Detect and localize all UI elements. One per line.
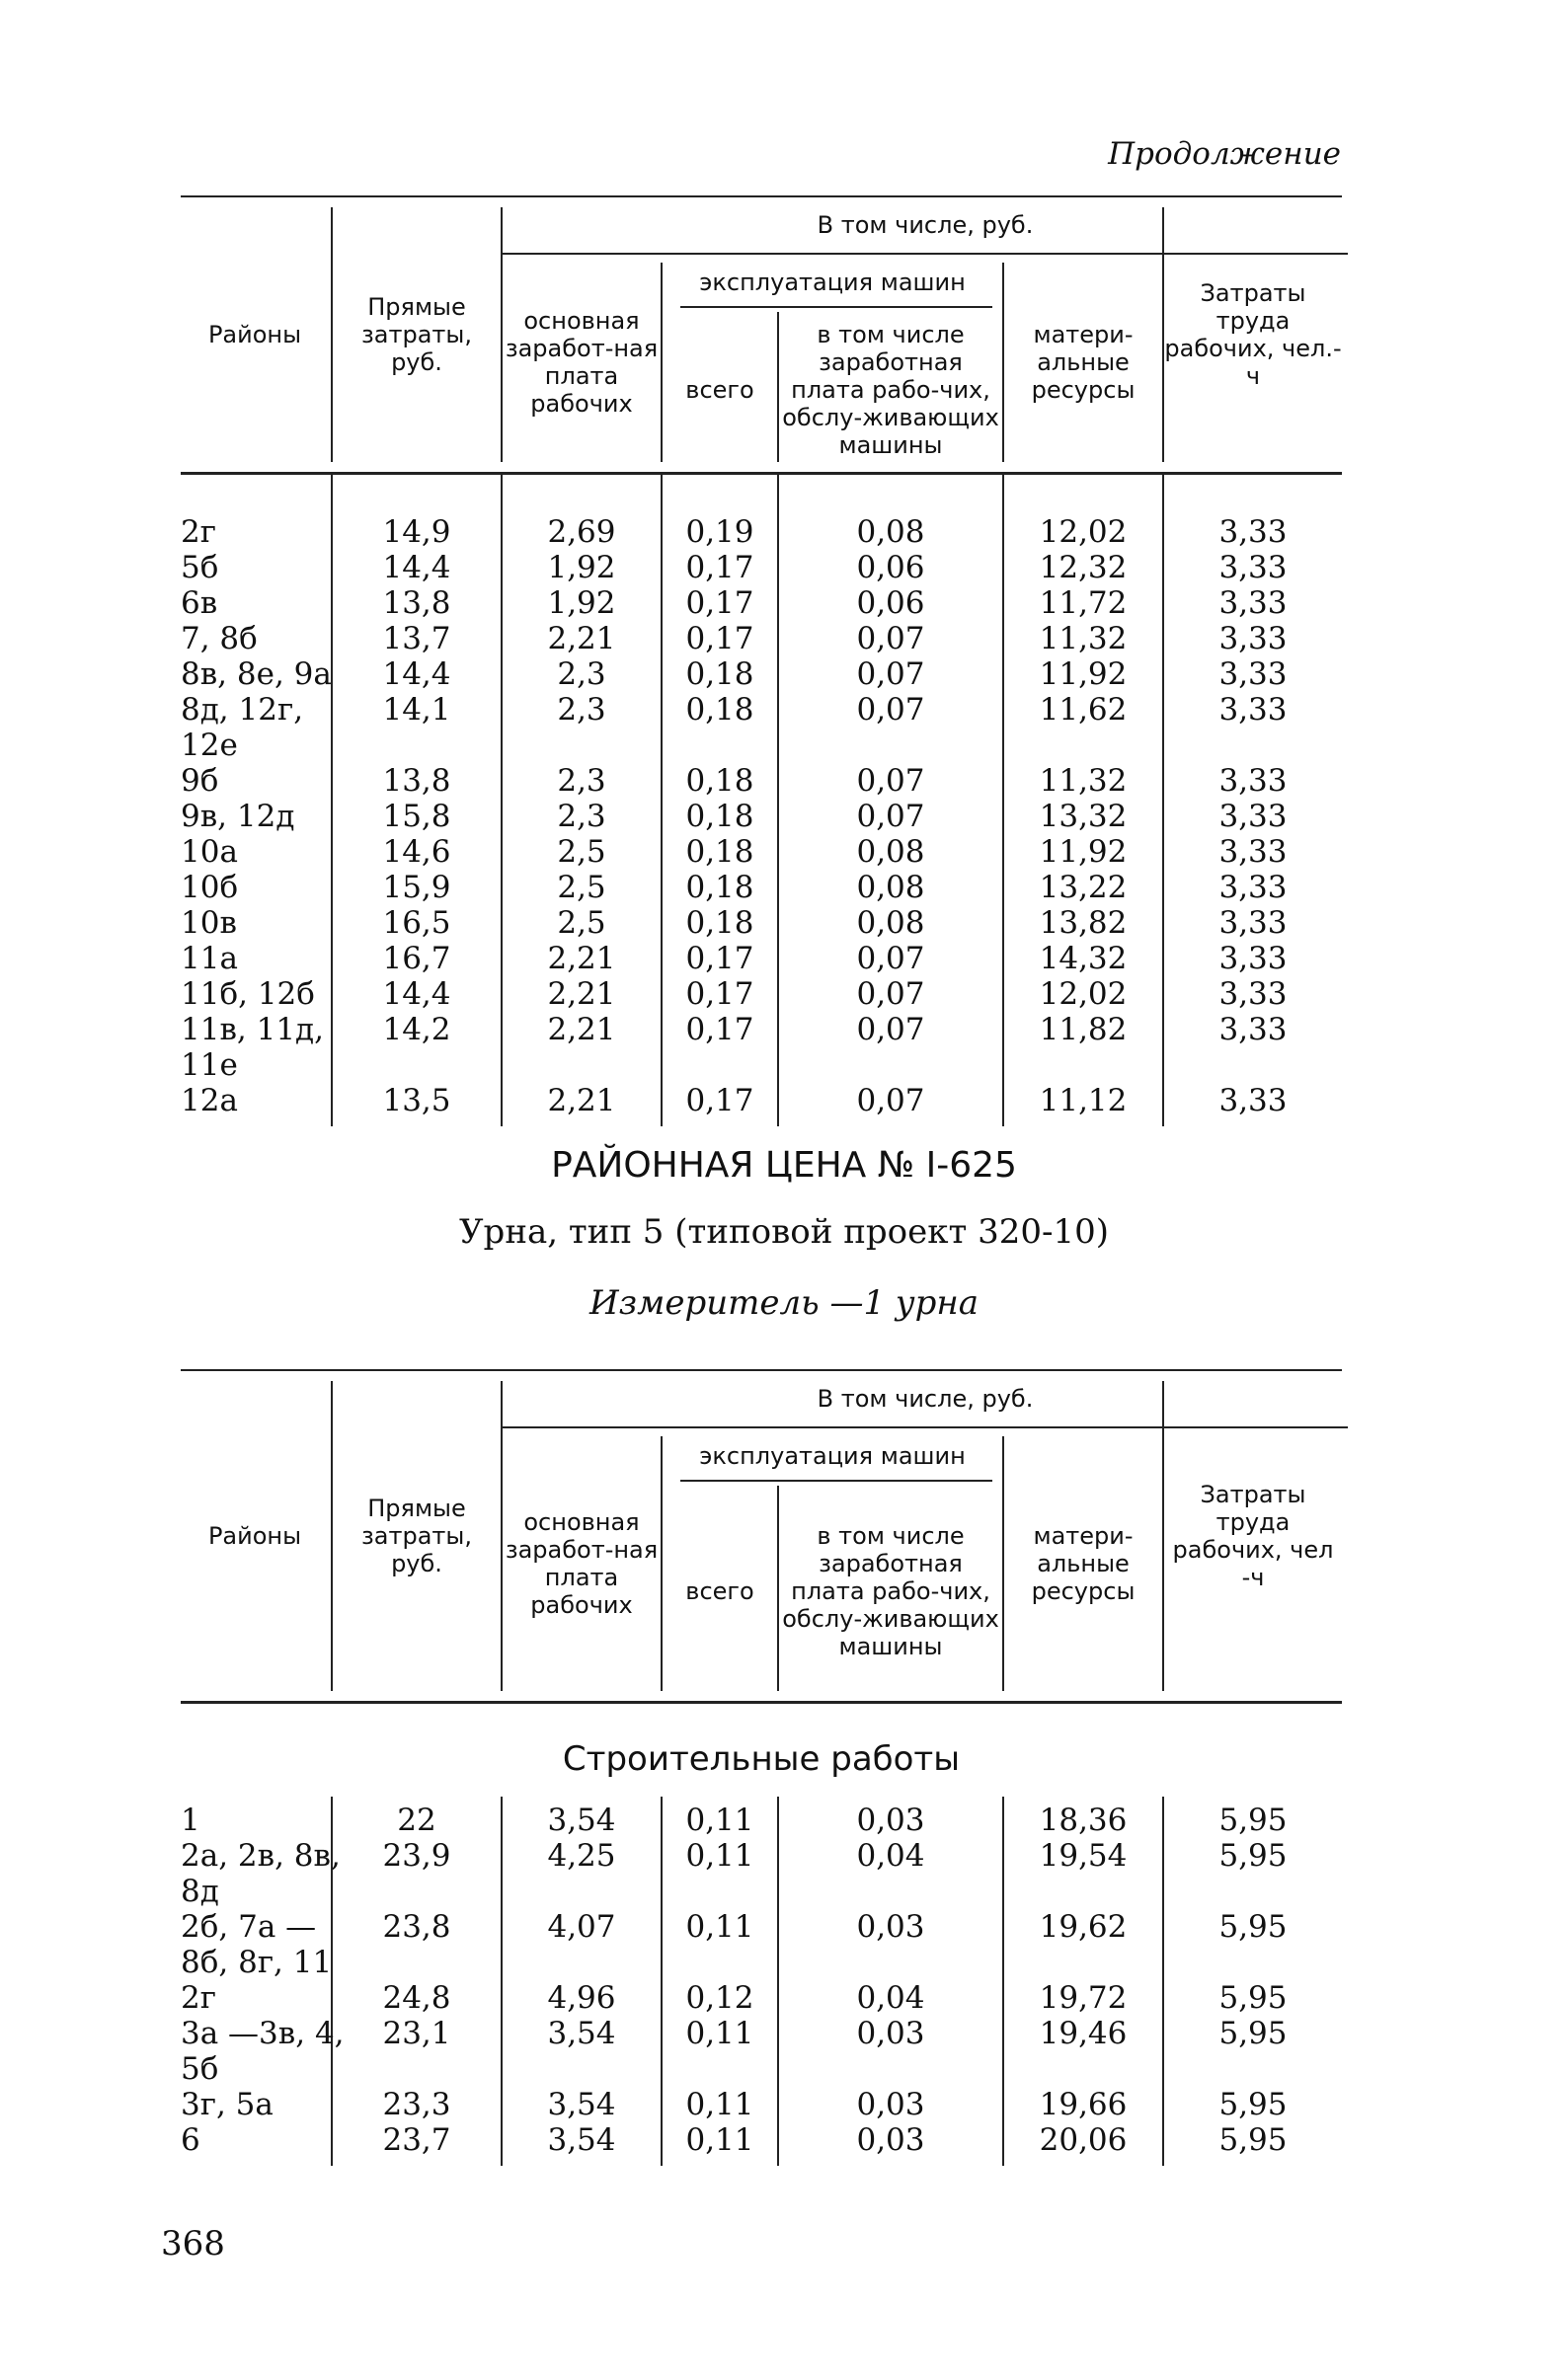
table-row	[181, 514, 1342, 550]
table-row	[181, 692, 1342, 763]
header-direct-costs: Прямые затраты, руб.	[361, 1495, 472, 1577]
labor-cell: 3,33	[1218, 692, 1288, 728]
materials-cell: 11,72	[1039, 585, 1128, 621]
district-cell: 2а, 2в, 8в, 8д	[181, 1838, 341, 1909]
table-row	[181, 621, 1342, 656]
table-row	[181, 976, 1342, 1012]
header-machine-wage: в том числе заработная плата рабо-чих, обслу-живающих машины	[782, 321, 999, 459]
total-cell: 0,12	[685, 1980, 754, 2016]
mach-wage-cell: 0,03	[856, 1803, 925, 1838]
direct-cell: 15,9	[382, 870, 451, 905]
direct-cell: 23,3	[382, 2087, 451, 2122]
page-number: 368	[161, 2224, 225, 2264]
total-cell: 0,11	[685, 1803, 754, 1838]
table-row	[181, 2122, 1342, 2158]
materials-cell: 11,12	[1039, 1083, 1128, 1118]
labor-cell: 3,33	[1218, 905, 1288, 941]
direct-cell: 14,4	[382, 550, 451, 585]
district-cell: 8в, 8е, 9а	[181, 656, 332, 692]
wage-cell: 4,96	[547, 1980, 616, 2016]
labor-cell: 3,33	[1218, 621, 1288, 656]
district-cell: 12а	[181, 1083, 238, 1118]
labor-cell: 5,95	[1218, 1838, 1288, 1874]
materials-cell: 11,82	[1039, 1012, 1128, 1047]
header-machines-group: эксплуатация машин	[699, 1442, 966, 1470]
table-row	[181, 1838, 1342, 1909]
total-cell: 0,11	[685, 1909, 754, 1945]
district-cell: 10в	[181, 905, 237, 941]
total-cell: 0,18	[685, 834, 754, 870]
wage-cell: 1,92	[547, 585, 616, 621]
table-row	[181, 1980, 1342, 2016]
price-table-2	[181, 1369, 1342, 2166]
wage-cell: 2,69	[547, 514, 616, 550]
direct-cell: 14,9	[382, 514, 451, 550]
district-cell: 2г	[181, 1980, 216, 2016]
district-cell: 11б, 12б	[181, 976, 315, 1012]
total-cell: 0,18	[685, 656, 754, 692]
total-cell: 0,11	[685, 2122, 754, 2158]
labor-cell: 5,95	[1218, 1980, 1288, 2016]
district-cell: 2б, 7а — 8б, 8г, 11	[181, 1909, 333, 1980]
table-row	[181, 1012, 1342, 1083]
total-cell: 0,18	[685, 692, 754, 728]
mach-wage-cell: 0,08	[856, 870, 925, 905]
table-row	[181, 834, 1342, 870]
table-body	[181, 1797, 1342, 2166]
direct-cell: 14,4	[382, 976, 451, 1012]
header-incl-group: В том числе, руб.	[817, 1385, 1034, 1413]
table-header	[181, 195, 1342, 475]
mach-wage-cell: 0,07	[856, 656, 925, 692]
materials-cell: 19,72	[1039, 1980, 1128, 2016]
district-cell: 10б	[181, 870, 239, 905]
section-title: Строительные работы	[562, 1739, 961, 1779]
direct-cell: 24,8	[382, 1980, 451, 2016]
wage-cell: 2,5	[557, 905, 606, 941]
direct-cell: 13,8	[382, 763, 451, 799]
materials-cell: 12,02	[1039, 514, 1128, 550]
materials-cell: 19,66	[1039, 2087, 1128, 2122]
district-cell: 1	[181, 1803, 200, 1838]
materials-cell: 19,62	[1039, 1909, 1128, 1945]
labor-cell: 3,33	[1218, 763, 1288, 799]
materials-cell: 18,36	[1039, 1803, 1128, 1838]
continuation-label: Продолжение	[1108, 136, 1341, 172]
wage-cell: 2,5	[557, 834, 606, 870]
mach-wage-cell: 0,06	[856, 550, 925, 585]
labor-cell: 3,33	[1218, 656, 1288, 692]
table-row	[181, 550, 1342, 585]
district-cell: 3г, 5а	[181, 2087, 274, 2122]
wage-cell: 2,3	[557, 763, 606, 799]
table-row	[181, 2016, 1342, 2087]
materials-cell: 14,32	[1039, 941, 1128, 976]
wage-cell: 2,3	[557, 656, 606, 692]
header-materials: матери-альные ресурсы	[1031, 321, 1136, 404]
direct-cell: 23,8	[382, 1909, 451, 1945]
district-cell: 7, 8б	[181, 621, 258, 656]
labor-cell: 3,33	[1218, 941, 1288, 976]
mach-wage-cell: 0,07	[856, 763, 925, 799]
total-cell: 0,11	[685, 1838, 754, 1874]
header-machines-group: эксплуатация машин	[699, 269, 966, 296]
total-cell: 0,18	[685, 763, 754, 799]
table-row	[181, 799, 1342, 834]
materials-cell: 11,92	[1039, 656, 1128, 692]
price-title: РАЙОННАЯ ЦЕНА № I-625	[551, 1145, 1017, 1186]
wage-cell: 4,25	[547, 1838, 616, 1874]
total-cell: 0,17	[685, 621, 754, 656]
materials-cell: 11,32	[1039, 621, 1128, 656]
wage-cell: 3,54	[547, 1803, 616, 1838]
labor-cell: 5,95	[1218, 2016, 1288, 2051]
direct-cell: 22	[397, 1803, 436, 1838]
header-base-wage: основная заработ-ная плата рабочих	[505, 307, 659, 418]
district-cell: 9в, 12д	[181, 799, 295, 834]
district-cell: 6	[181, 2122, 200, 2158]
district-cell: 9б	[181, 763, 219, 799]
labor-cell: 3,33	[1218, 1012, 1288, 1047]
total-cell: 0,17	[685, 976, 754, 1012]
direct-cell: 14,6	[382, 834, 451, 870]
mach-wage-cell: 0,08	[856, 905, 925, 941]
direct-cell: 23,7	[382, 2122, 451, 2158]
table-row	[181, 1909, 1342, 1980]
price-table-1	[181, 195, 1342, 1126]
table-row	[181, 870, 1342, 905]
district-cell: 5б	[181, 550, 219, 585]
mach-wage-cell: 0,06	[856, 585, 925, 621]
materials-cell: 20,06	[1039, 2122, 1128, 2158]
price-measure: Измеритель —1 урна	[588, 1283, 980, 1323]
labor-cell: 3,33	[1218, 799, 1288, 834]
labor-cell: 3,33	[1218, 514, 1288, 550]
total-cell: 0,19	[685, 514, 754, 550]
materials-cell: 11,32	[1039, 763, 1128, 799]
mach-wage-cell: 0,07	[856, 621, 925, 656]
materials-cell: 19,46	[1039, 2016, 1128, 2051]
materials-cell: 13,82	[1039, 905, 1128, 941]
price-subtitle: Урна, тип 5 (типовой проект 320-10)	[458, 1212, 1109, 1252]
labor-cell: 5,95	[1218, 1909, 1288, 1945]
wage-cell: 4,07	[547, 1909, 616, 1945]
direct-cell: 16,7	[382, 941, 451, 976]
labor-cell: 3,33	[1218, 834, 1288, 870]
wage-cell: 1,92	[547, 550, 616, 585]
header-labor: Затраты труда рабочих, чел -ч	[1172, 1481, 1334, 1591]
wage-cell: 2,21	[547, 976, 616, 1012]
table-header	[181, 1369, 1342, 1704]
district-cell: 2г	[181, 514, 216, 550]
header-machine-wage: в том числе заработная плата рабо-чих, обслу-живающих машины	[782, 1522, 999, 1660]
header-incl-group: В том числе, руб.	[817, 211, 1034, 239]
mach-wage-cell: 0,03	[856, 2087, 925, 2122]
district-cell: 3а —3в, 4, 5б	[181, 2016, 345, 2087]
direct-cell: 14,4	[382, 656, 451, 692]
mach-wage-cell: 0,04	[856, 1838, 925, 1874]
mach-wage-cell: 0,07	[856, 976, 925, 1012]
total-cell: 0,11	[685, 2016, 754, 2051]
direct-cell: 13,7	[382, 621, 451, 656]
mach-wage-cell: 0,07	[856, 799, 925, 834]
materials-cell: 11,62	[1039, 692, 1128, 728]
district-cell: 10а	[181, 834, 238, 870]
materials-cell: 11,92	[1039, 834, 1128, 870]
table-body	[181, 475, 1342, 1126]
wage-cell: 2,3	[557, 692, 606, 728]
total-cell: 0,11	[685, 2087, 754, 2122]
labor-cell: 3,33	[1218, 550, 1288, 585]
wage-cell: 2,3	[557, 799, 606, 834]
labor-cell: 3,33	[1218, 585, 1288, 621]
mach-wage-cell: 0,03	[856, 1909, 925, 1945]
direct-cell: 13,8	[382, 585, 451, 621]
header-base-wage: основная заработ-ная плата рабочих	[505, 1508, 659, 1619]
wage-cell: 2,5	[557, 870, 606, 905]
table-row	[181, 1083, 1342, 1118]
header-districts: Районы	[207, 1522, 302, 1550]
table-row	[181, 656, 1342, 692]
table-row	[181, 2087, 1342, 2122]
mach-wage-cell: 0,04	[856, 1980, 925, 2016]
wage-cell: 2,21	[547, 1083, 616, 1118]
materials-cell: 12,02	[1039, 976, 1128, 1012]
direct-cell: 23,1	[382, 2016, 451, 2051]
wage-cell: 3,54	[547, 2087, 616, 2122]
total-cell: 0,17	[685, 550, 754, 585]
header-districts: Районы	[207, 321, 302, 348]
labor-cell: 3,33	[1218, 976, 1288, 1012]
header-direct-costs: Прямые затраты, руб.	[361, 293, 472, 376]
mach-wage-cell: 0,08	[856, 514, 925, 550]
total-cell: 0,17	[685, 941, 754, 976]
direct-cell: 14,2	[382, 1012, 451, 1047]
wage-cell: 3,54	[547, 2122, 616, 2158]
labor-cell: 5,95	[1218, 2087, 1288, 2122]
mach-wage-cell: 0,03	[856, 2122, 925, 2158]
materials-cell: 13,32	[1039, 799, 1128, 834]
mach-wage-cell: 0,03	[856, 2016, 925, 2051]
district-cell: 11а	[181, 941, 238, 976]
header-total: всего	[685, 1577, 754, 1605]
total-cell: 0,18	[685, 799, 754, 834]
total-cell: 0,17	[685, 1012, 754, 1047]
direct-cell: 14,1	[382, 692, 451, 728]
district-cell: 11в, 11д, 11е	[181, 1012, 324, 1083]
mach-wage-cell: 0,07	[856, 1012, 925, 1047]
direct-cell: 13,5	[382, 1083, 451, 1118]
table-row	[181, 1803, 1342, 1838]
labor-cell: 5,95	[1218, 2122, 1288, 2158]
mach-wage-cell: 0,07	[856, 692, 925, 728]
wage-cell: 2,21	[547, 1012, 616, 1047]
total-cell: 0,18	[685, 905, 754, 941]
header-materials: матери-альные ресурсы	[1031, 1522, 1136, 1605]
wage-cell: 2,21	[547, 621, 616, 656]
materials-cell: 13,22	[1039, 870, 1128, 905]
table-row	[181, 763, 1342, 799]
district-cell: 6в	[181, 585, 218, 621]
labor-cell: 3,33	[1218, 870, 1288, 905]
total-cell: 0,17	[685, 585, 754, 621]
materials-cell: 19,54	[1039, 1838, 1128, 1874]
direct-cell: 23,9	[382, 1838, 451, 1874]
direct-cell: 16,5	[382, 905, 451, 941]
district-cell: 8д, 12г, 12е	[181, 692, 304, 763]
header-total: всего	[685, 376, 754, 404]
table-row	[181, 941, 1342, 976]
total-cell: 0,18	[685, 870, 754, 905]
mach-wage-cell: 0,08	[856, 834, 925, 870]
materials-cell: 12,32	[1039, 550, 1128, 585]
wage-cell: 3,54	[547, 2016, 616, 2051]
table-row	[181, 905, 1342, 941]
mach-wage-cell: 0,07	[856, 1083, 925, 1118]
labor-cell: 3,33	[1218, 1083, 1288, 1118]
total-cell: 0,17	[685, 1083, 754, 1118]
labor-cell: 5,95	[1218, 1803, 1288, 1838]
mach-wage-cell: 0,07	[856, 941, 925, 976]
header-labor: Затраты труда рабочих, чел.-ч	[1164, 279, 1342, 390]
direct-cell: 15,8	[382, 799, 451, 834]
table-row	[181, 585, 1342, 621]
wage-cell: 2,21	[547, 941, 616, 976]
